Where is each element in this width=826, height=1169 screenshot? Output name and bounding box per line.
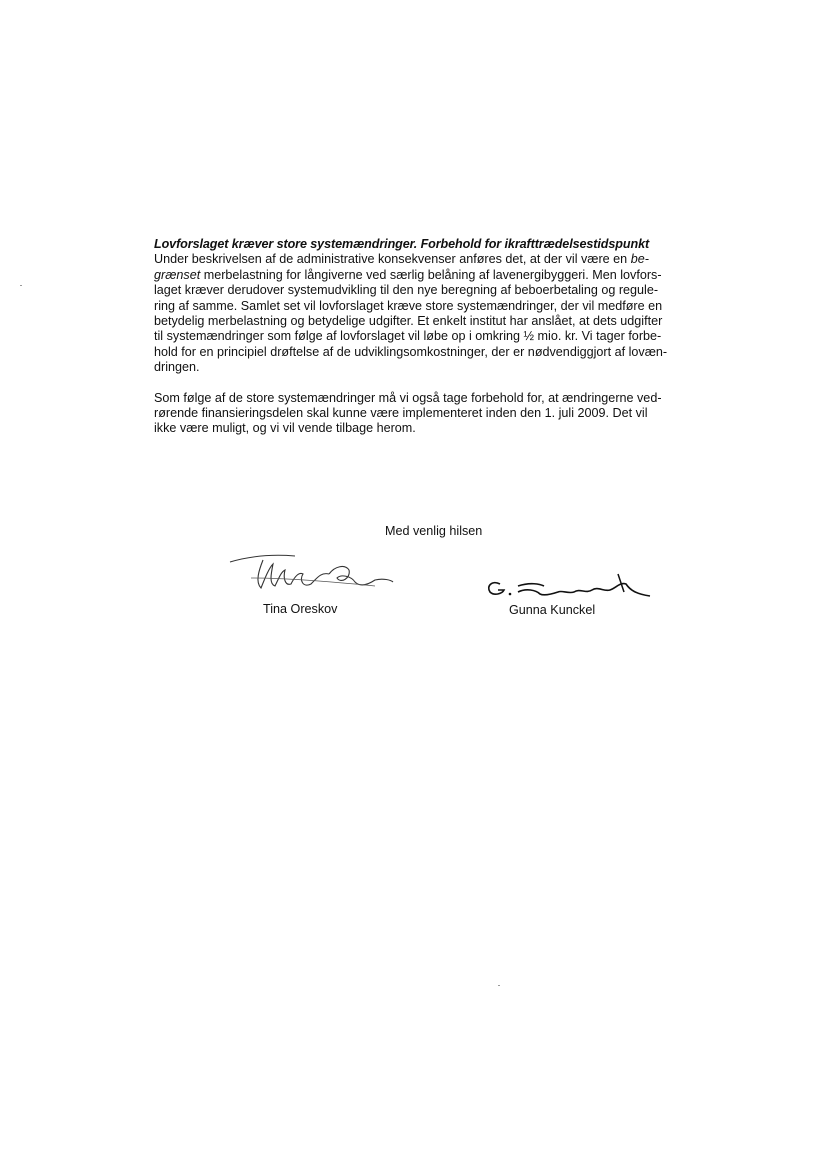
- text-run: Under beskrivelsen af de administrative konsekvenser anføres det, at der vil være en: [154, 252, 631, 267]
- paragraph-1-line-8: dringen.: [154, 360, 200, 375]
- scan-speck: [498, 985, 500, 986]
- paragraph-2-line-1: Som følge af de store systemændringer må vi også tage forbehold for, at ændringerne ved-: [154, 390, 662, 405]
- emphasis-run: be-: [630, 252, 649, 267]
- paragraph-2-line-2: rørende finansieringsdelen skal kunne være implementeret inden den 1. juli 2009. Det vil: [154, 406, 648, 421]
- paragraph-spacer: [154, 376, 724, 391]
- paragraph-2: [154, 391, 724, 437]
- signatory-name-2: Gunna Kunckel: [509, 603, 596, 617]
- closing-salutation: Med venlig hilsen: [385, 524, 483, 538]
- handwritten-signature: [225, 548, 395, 598]
- paragraph-1-line-3: laget kræver derudover systemudvikling til den nye beregning af beboerbetaling og regule-: [154, 283, 659, 298]
- scan-speck: [20, 285, 22, 286]
- paragraph-1-line-7: hold for en principiel drøftelse af de udviklingsomkostninger, der er nødvendiggjort af lovæn-: [154, 344, 668, 359]
- handwritten-signature: [478, 570, 654, 604]
- paragraph-1-line-1: [154, 252, 724, 267]
- paragraph-1-line-6: til systemændringer som følge af lovforslaget vil løbe op i omkring ½ mio. kr. Vi tager forbe-: [154, 329, 662, 344]
- paragraph-1: [154, 252, 724, 375]
- paragraph-1-line-5: betydelig merbelastning og betydelige udgifter. Et enkelt institut har anslået, at dets udgifter: [154, 314, 663, 329]
- letter-body: [154, 237, 724, 437]
- section-heading: Lovforslaget kræver store systemændringer. Forbehold for ikrafttrædelsestidspunkt: [154, 237, 650, 251]
- signature-gunna-kunckel: [478, 570, 654, 604]
- signatory-name-1: Tina Oreskov: [263, 602, 338, 616]
- emphasis-run: grænset: [154, 267, 201, 282]
- paragraph-1-line-2: [154, 268, 724, 283]
- paragraph-2-line-3: ikke være muligt, og vi vil vende tilbage herom.: [154, 421, 416, 436]
- paragraph-1-line-4: ring af samme. Samlet set vil lovforslaget kræve store systemændringer, der vil medføre en: [154, 298, 663, 313]
- signature-tina-oreskov: [225, 548, 395, 598]
- text-run: merbelastning for långiverne ved særlig belåning af lavenergibyggeri. Men lovfors-: [200, 267, 662, 282]
